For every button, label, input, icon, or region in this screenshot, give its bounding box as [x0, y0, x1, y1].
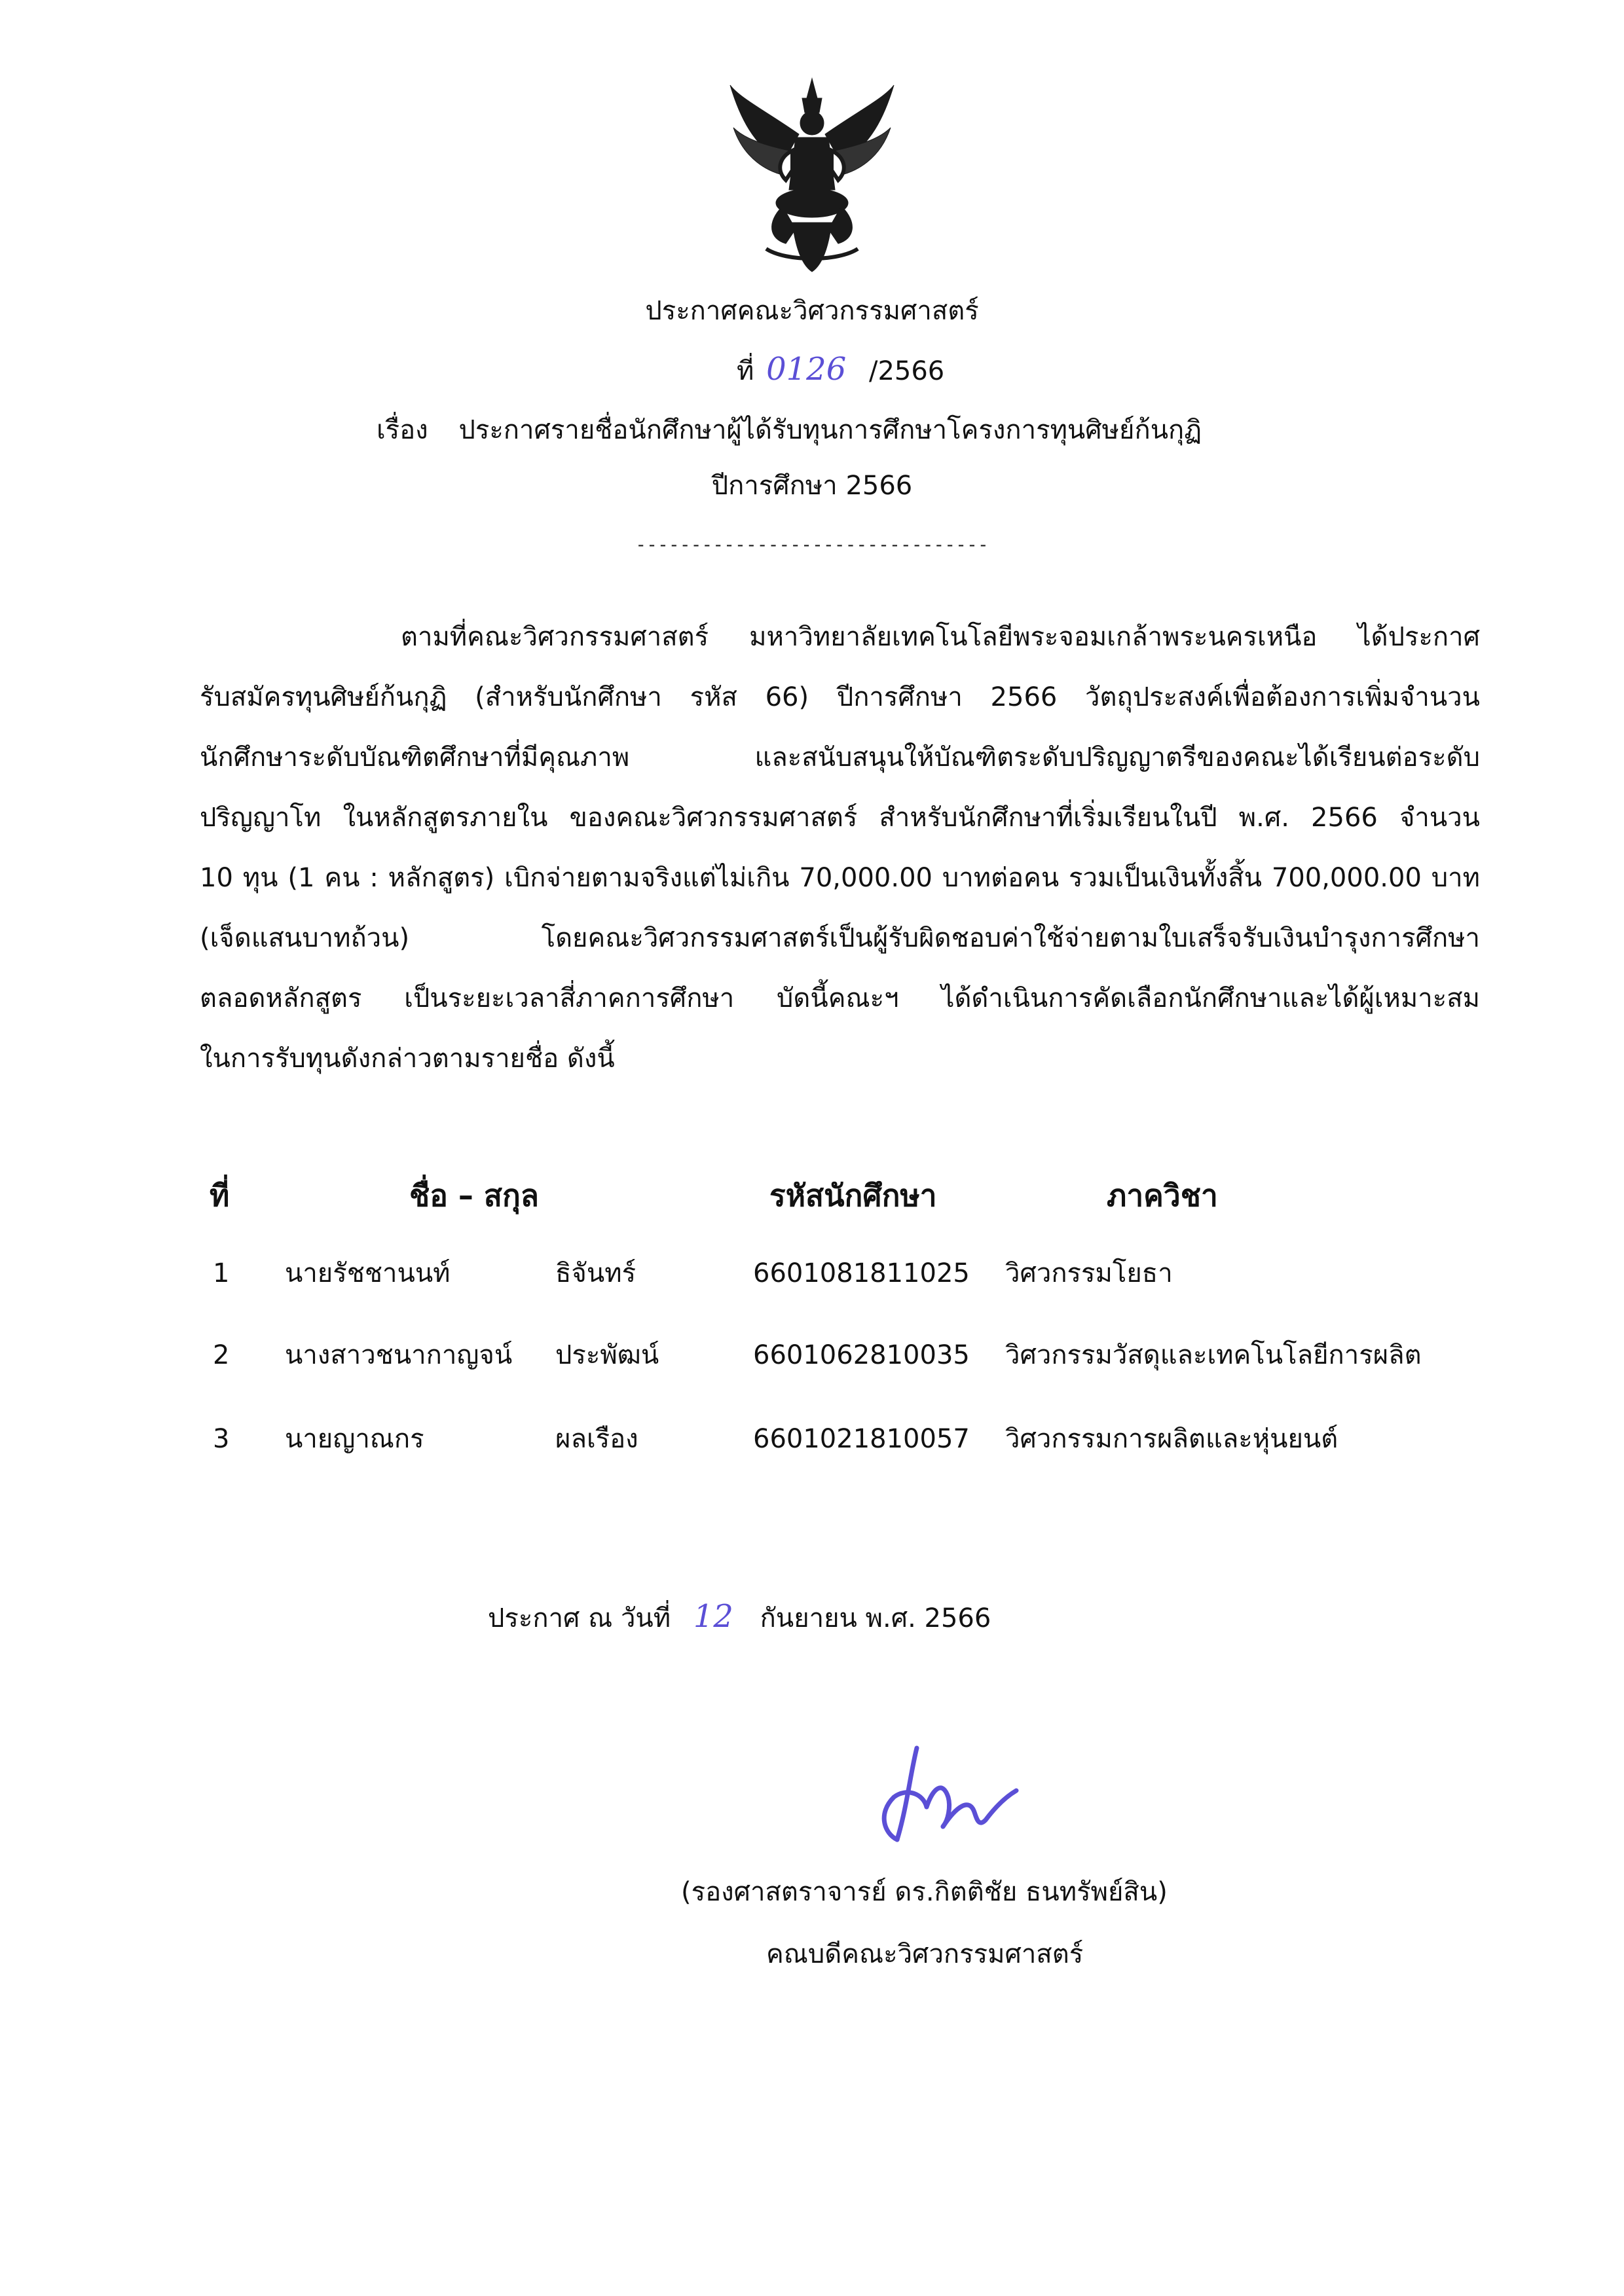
row-last-name: ประพัฒน์: [555, 1340, 659, 1370]
subject-text: ประกาศรายชื่อนักศึกษาผู้ได้รับทุนการศึกษาโครงการทุนศิษย์ก้นกุฏิ: [458, 415, 1202, 445]
row-department: วิศวกรรมวัสดุและเทคโนโลยีการผลิต: [1005, 1340, 1422, 1370]
number-suffix: /2566: [868, 356, 945, 386]
number-prefix: ที่: [737, 356, 754, 386]
date-prefix: ประกาศ ณ วันที่: [488, 1603, 671, 1633]
row-student-id: 6601021810057: [753, 1424, 970, 1454]
announcement-org-line: ประกาศคณะวิศวกรรมศาสตร์: [645, 296, 979, 326]
body-line: ปริญญาโท ในหลักสูตรภายใน ของคณะวิศวกรรมศาสตร์ สำหรับนักศึกษาที่เริ่มเรียนในปี พ.ศ. 2566 จำนวน: [200, 803, 1480, 833]
header-no: ที่: [210, 1178, 230, 1213]
row-department: วิศวกรรมการผลิตและหุ่นยนต์: [1005, 1424, 1338, 1454]
row-first-name: นายญาณกร: [285, 1424, 424, 1454]
row-last-name: ผลเรือง: [555, 1424, 638, 1454]
body-line: ตามที่คณะวิศวกรรมศาสตร์ มหาวิทยาลัยเทคโนโลยีพระจอมเกล้าพระนครเหนือ ได้ประกาศ: [401, 622, 1480, 652]
announcement-subject: [377, 417, 1202, 443]
body-line: นักศึกษาระดับบัณฑิตศึกษาที่มีคุณภาพ และสนับสนุนให้บัณฑิตระดับปริญญาตรีของคณะได้เรียนต่อระดับ: [200, 742, 1480, 773]
body-line: ในการรับทุนดังกล่าวตามรายชื่อ ดังนี้: [200, 1044, 615, 1074]
announcement-date: [488, 1598, 991, 1635]
row-no: 3: [213, 1424, 230, 1454]
signatory-position: คณบดีคณะวิศวกรรมศาสตร์: [766, 1939, 1084, 1969]
row-no: 2: [213, 1340, 230, 1370]
row-department: วิศวกรรมโยธา: [1005, 1258, 1173, 1288]
body-line: รับสมัครทุนศิษย์ก้นกุฏิ (สำหรับนักศึกษา รหัส 66) ปีการศึกษา 2566 วัตถุประสงค์เพื่อต้องการเพิ่มจำนวน: [200, 682, 1480, 712]
row-student-id: 6601062810035: [753, 1340, 970, 1370]
row-student-id: 6601081811025: [753, 1258, 970, 1288]
signature-mark: [871, 1735, 1022, 1853]
row-last-name: ธิจันทร์: [555, 1258, 637, 1288]
body-line: ตลอดหลักสูตร เป็นระยะเวลาสี่ภาคการศึกษา บัดนี้คณะฯ ได้ดำเนินการคัดเลือกนักศึกษาและได้ผู้เหมาะสม: [200, 983, 1480, 1013]
row-first-name: นางสาวชนากาญจน์: [285, 1340, 513, 1370]
row-first-name: นายรัชชานนท์: [285, 1258, 451, 1288]
subject-label: เรื่อง: [377, 415, 428, 445]
signatory-name: (รองศาสตราจารย์ ดร.กิตติชัย ธนทรัพย์สิน): [681, 1877, 1168, 1907]
header-student-id: รหัสนักศึกษา: [769, 1178, 937, 1213]
garuda-emblem-icon: [720, 72, 904, 275]
date-suffix: กันยายน พ.ศ. 2566: [760, 1603, 991, 1633]
header-divider: --------------------------------: [635, 534, 989, 555]
academic-year-line: ปีการศึกษา 2566: [711, 471, 913, 501]
header-name: ชื่อ – สกุล: [409, 1178, 539, 1213]
body-line: 10 ทุน (1 คน : หลักสูตร) เบิกจ่ายตามจริงแต่ไม่เกิน 70,000.00 บาทต่อคน รวมเป็นเงินทั้งสิ้น 700,000.00 บาท: [200, 863, 1480, 893]
announcement-number: [737, 351, 945, 388]
date-day-handwritten: 12: [693, 1598, 733, 1635]
header-department: ภาควิชา: [1107, 1178, 1218, 1213]
row-no: 1: [213, 1258, 230, 1288]
body-line: (เจ็ดแสนบาทถ้วน) โดยคณะวิศวกรรมศาสตร์เป็นผู้รับผิดชอบค่าใช้จ่ายตามใบเสร็จรับเงินบำรุงการศึกษา: [200, 923, 1480, 953]
number-handwritten: 0126: [766, 351, 847, 388]
